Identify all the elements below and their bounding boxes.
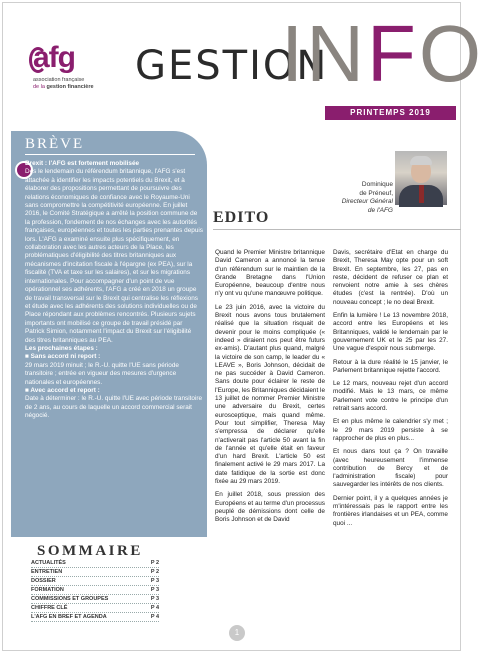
page-number: 1 [229, 625, 245, 641]
edito-paragraph: Le 12 mars, nouveau rejet d'un accord modifié. Mais le 13 mars, ce même Parlement vote contre le principe d'un retrait sans accord. [333, 380, 448, 413]
toc-label: DOSSIER [31, 578, 56, 584]
edito-paragraph: Dernier point, il y a quelques années je m'intéressais pas le rapport entre les frontières irlandaises et un PEA, comme quoi ... [333, 494, 448, 527]
breve-step1-text: 29 mars 2019 minuit ; le R.-U. quitte l'UE sans période transitoire ; entrée en vigueur des mesures d'urgence nationales et européennes. [25, 361, 179, 386]
masthead-gestion: GESTION [135, 43, 329, 89]
breve-paragraph: Dès le lendemain du référendum britannique, l'AFG s'est attachée à identifier les impacts potentiels du Brexit, et à élaborer des propositions permettant de poursuivre des relations économiques de confiance avec le Royaume-Uni sans compromettre la compétitivité européenne. En juillet 2016, le Comité Stratégique a arrêté la position commune de la profession, fondement de nos échanges avec les autorités françaises, européennes et toutes les parties prenantes depuis lors. L'AFG a examiné ensuite plus spécifiquement, en collaboration avec les autres acteurs de la Place, les problématiques d'éligibilité des titres britanniques aux mécanismes d'incitation fiscale à l'épargne (ex PEA), sur la fiscalité (TVA et taxe sur les salaires), et sur les migrations internationales. Pour accompagner d'un point de vue opérationnel ses adhérents, l'AFG a créé en 2018 un groupe de travail transversal sur le Brexit qui centralise les réflexions et étude avec les adhérents des solutions individuelles ou de Place répondant aux problèmes rencontrés. Plusieurs sujets importants ont mobilisé ce groupe de travail présidé par Patrick Simion, notamment l'impact du Brexit sur l'éligibilité des titres britanniques au PEA. [25, 168, 203, 344]
edito-paragraph: Et en plus même le calendrier s'y met ; le 29 mars 2019 persiste à se rapprocher de plus en plus... [333, 418, 448, 442]
toc-page: P 3 [150, 596, 159, 602]
masthead-f: F [367, 9, 419, 98]
masthead-info [281, 9, 484, 99]
newsletter-page [2, 2, 484, 651]
edito-column-1 [215, 249, 325, 530]
toc-page: P 3 [150, 578, 159, 584]
breve-divider [25, 154, 195, 155]
breve-step1-title: ■ Sans accord ni report : [25, 353, 101, 361]
breve-steps-heading: Les prochaines étapes : [25, 344, 98, 352]
author-name [321, 181, 393, 198]
toc-label: ACTUALITÉS [31, 560, 66, 566]
breve-step2-text: Date à déterminer : le R.-U. quitte l'UE avec période transitoire de 2 ans, au cours de laquelle un accord commercial serait négocié. [25, 395, 203, 420]
author-role-line2: de l'AFG [367, 206, 393, 214]
breve-lead: Brexit : l'AFG est fortement mobilisée [25, 160, 140, 167]
edito-title: EDITO [213, 209, 270, 226]
edito-paragraph: En juillet 2018, sous pression des Européens et au terme d'un processus peuplé de démissions dont celle de Boris Johnson et de David [215, 491, 325, 524]
edito-paragraph: Enfin la lumière ! Le 13 novembre 2018, accord entre les Européens et les Britanniques, validé le lendemain par le gouvernement UK et le 25 par les 27. Une vague d'espoir nous submerge. [333, 312, 448, 353]
toc-page: P 3 [150, 587, 159, 593]
logo-mark: afg [33, 41, 75, 74]
toc-item[interactable] [31, 613, 159, 622]
toc-page: P 2 [150, 569, 159, 575]
logo-tagline-2 [33, 84, 94, 90]
breve-title: BRÈVE [25, 136, 85, 152]
toc-label: FORMATION [31, 587, 64, 593]
masthead-in: IN [281, 9, 367, 98]
photo-hair [410, 156, 432, 165]
edito-paragraph: Retour à la dure réalité le 15 janvier, le Parlement britannique rejette l'accord. [333, 358, 448, 374]
edition-badge: PRINTEMPS 2019 [325, 106, 456, 120]
toc-page: P 2 [150, 560, 159, 566]
edito-column-2 [333, 249, 448, 533]
author-name-line2: de Préneuf, [359, 189, 393, 197]
author-name-line1: Dominique [361, 181, 393, 188]
toc-item[interactable] [31, 568, 159, 577]
toc-label: CHIFFRE CLÉ [31, 605, 68, 611]
toc-item[interactable] [31, 595, 159, 604]
table-of-contents [31, 559, 159, 635]
toc-label: ENTRETIEN [31, 569, 63, 575]
toc-item[interactable] [31, 586, 159, 595]
author-role-line1: Directeur Général [341, 198, 393, 205]
toc-item[interactable] [31, 604, 159, 613]
author-photo [395, 151, 447, 205]
toc-label: L'AFG EN BREF ET AGENDA [31, 614, 107, 620]
logo-tagline-bold: gestion financière [46, 84, 94, 90]
edito-paragraph: Et nous dans tout ça ? On travaille (avec heureusement l'immense contribution de Bercy et de l'administration fiscale) pour sauvegarder les intérêts de nos clients. [333, 448, 448, 489]
toc-item[interactable] [31, 559, 159, 568]
breve-step2-title: ■ Avec accord et report : [25, 386, 100, 394]
toc-page: P 4 [150, 614, 159, 620]
edito-paragraph: Davis, secrétaire d'Etat en charge du Brexit, Theresa May opte pour un soft Brexit. En septembre, les 27, pas en reste, décident de refuser ce plan et renvoient notre amie à ses chères études (c'est la rentrée). D'où un nouveau concept ; le no deal Brexit. [333, 249, 448, 306]
logo-tagline-1: association française [33, 77, 85, 83]
afg-logo [29, 41, 129, 101]
logo-tagline-prefix: de la [33, 84, 45, 90]
photo-tie [419, 185, 424, 203]
toc-label: COMMISSIONS ET GROUPES [31, 596, 109, 602]
toc-item[interactable] [31, 577, 159, 586]
breve-body [25, 160, 203, 421]
masthead-o: O [418, 9, 484, 98]
edito-paragraph: Le 23 juin 2016, avec la victoire du Brexit nous avons tous brutalement réalisé que la situation risquait de devenir pour le moins compliquée (« indeed » diraient nos peut être futurs ex-amis). D'autant plus quand, malgré la victoire de son camp, le leader du « LEAVE », Boris Johnson, décidait de ne pas succéder à David Cameron. Sans doute pour éclairer le reste de l'Europe, les Britanniques décidaient le 13 juillet de nommer Premier Ministre une adversaire du Brexit, certes eurosceptique, mais quand même. Pour tout simplifier, Theresa May s'empressa de déclarer qu'elle n'activerait pas l'article 50 avant la fin de l'année et qu'elle était en faveur d'un hard Brexit. L'article 50 est finalement activé le 29 mars 2017. La date fatidique de la sortie est donc fixée au 29 mars 2019. [215, 303, 325, 486]
sommaire-title: SOMMAIRE [37, 543, 143, 559]
toc-page: P 4 [150, 605, 159, 611]
edito-divider [213, 229, 461, 230]
edito-paragraph: Quand le Premier Ministre britannique David Cameron a annoncé la tenue d'un référendum sur le maintien de la Grande Bretagne dans l'Union Européenne, beaucoup d'entre nous n'y ont vu qu'une manœuvre politique. [215, 249, 325, 298]
